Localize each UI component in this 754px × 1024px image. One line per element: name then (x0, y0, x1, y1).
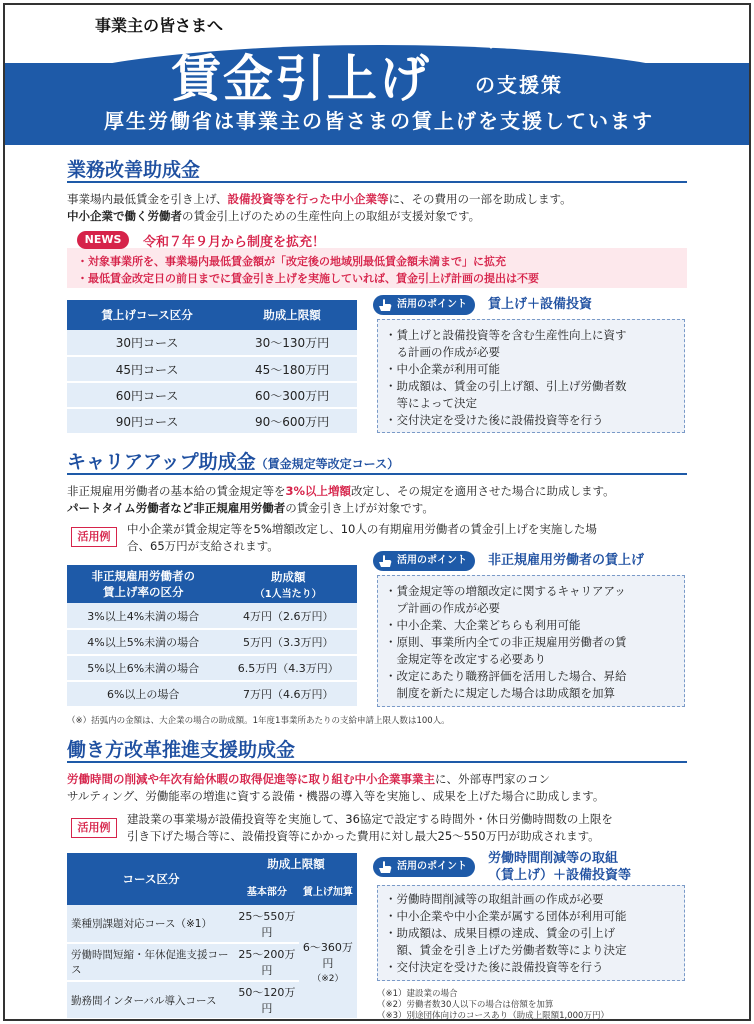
example-text: 引き下げた場合等に、設備投資等にかかった費用に対し最大25～550万円が助成されます。 (127, 829, 600, 843)
news-item: ・対象事業所を、事業場内最低賃金額が「改定後の地域別最低賃金額未満まで」に拡充 (77, 255, 506, 268)
example-text: 中小企業が賃金規定等を5%増額改定し、10人の有期雇用労働者の賃金引上げを実施した場 (127, 522, 597, 536)
point-item: 等によって決定 (385, 396, 477, 410)
gyomu-table (67, 300, 357, 435)
sec2-paragraph-1: 非正規雇用労働者の基本給の賃金規定等を3%以上増額改定し、その規定を適用させた場合に助成します。 (67, 484, 615, 498)
point-item: ・交付決定を受けた後に設備投資等を行う (385, 960, 604, 974)
example-text: 合、65万円が支給されます。 (127, 539, 279, 553)
flyer (3, 3, 751, 1021)
point-item: ・賃上げと設備投資等を含む生産性向上に資す (385, 328, 627, 342)
point-badge: 活用のポイント (373, 551, 475, 571)
career-table (67, 565, 357, 708)
sec2-paragraph-2: パートタイム労働者など非正規雇用労働者の賃金引き上げが対象です。 (67, 501, 434, 515)
table-header: 非正規雇用労働者の 賃上げ率の区分 (67, 565, 219, 603)
raise-cell: 6～360万円 （※2） (299, 905, 357, 1019)
hand-icon (377, 553, 393, 569)
point-item: る計画の作成が必要 (385, 345, 500, 359)
point-item: ・賃金規定等の増額改定に関するキャリアアッ (385, 584, 626, 598)
point-item: 額、賃金を引き上げた労働者数等により決定 (385, 943, 627, 957)
example-text: 建設業の事業場が設備投資等を実施して、36協定で設定する時間外・休日労働時間数の上限を (127, 812, 613, 826)
table-row: 5%以上6%未満の場合 6.5万円（4.3万円） (67, 655, 357, 681)
section-title-hatarakikata: 働き方改革推進支援助成金 (67, 739, 296, 761)
section-title-gyomu: 業務改善助成金 (67, 159, 201, 181)
table-row: 45円コース 45～180万円 (67, 356, 357, 382)
audience-label: 事業主の皆さまへ (95, 16, 224, 35)
table-header: 助成上限額 (235, 853, 357, 875)
sec1-paragraph-1: 事業場内最低賃金を引き上げ、設備投資等を行った中小企業等に、その費用の一部を助成します。 (67, 192, 572, 206)
point-badge: 活用のポイント (373, 295, 475, 315)
table-row: 業種別課題対応コース（※1） 25～550万円 6～360万円 （※2） (67, 905, 357, 943)
footnote: （※1）建設業の場合 (377, 989, 458, 999)
section-divider (67, 761, 687, 763)
sparkle-icon (483, 35, 503, 57)
table-row: 労働時間短縮・年休促進支援コース 25～200万円 (67, 943, 357, 981)
point-item: ・原則、事業所内全ての非正規雇用労働者の賃 (385, 635, 627, 649)
sec3-paragraph-2: サルティング、労働能率の増進に資する設備・機器の導入等を実施し、成果を上げた場合に助成します。 (67, 789, 605, 803)
header-tagline: 厚生労働省は事業主の皆さまの賃上げを支援しています (104, 109, 654, 133)
point-item: 金規定等を改定する必要あり (385, 652, 546, 666)
table-header: 賃上げ加算 (299, 875, 357, 905)
main-title: 賃金引上げ (171, 50, 431, 108)
point-item: ・助成額は、成果目標の達成、賃金の引上げ (385, 926, 615, 940)
point-item: ・助成額は、賃金の引上げ額、引上げ労働者数 (385, 379, 627, 393)
table-header: 助成上限額 (227, 300, 357, 330)
table-header: 賃上げコース区分 (67, 300, 227, 330)
hatarakikata-table (67, 853, 357, 1020)
table-row: 60円コース 60～300万円 (67, 382, 357, 408)
table-row: 勤務間インターバル導入コース 50～120万円 (67, 981, 357, 1019)
section-divider (67, 181, 687, 183)
point-title: （賃上げ）＋設備投資等 (488, 868, 632, 883)
table-header: 基本部分 (235, 875, 299, 905)
example-tag: 活用例 (71, 527, 117, 547)
main-title-suffix: の支援策 (475, 73, 563, 97)
point-item: プ計画の作成が必要 (385, 601, 500, 615)
point-item: ・中小企業が利用可能 (385, 362, 500, 376)
point-item: ・交付決定を受けた後に設備投資等を行う (385, 413, 604, 427)
footnote: （※3）別途団体向けのコースあり（助成上限額1,000万円） (377, 1011, 609, 1021)
sec3-paragraph-1: 労働時間の削減や年次有給休暇の取得促進等に取り組む中小企業事業主に、外部専門家のコン (67, 772, 550, 786)
sec1-paragraph-2: 中小企業で働く労働者の賃金引上げのための生産性向上の取組が支援対象です。 (67, 209, 481, 223)
table-row: 30円コース 30～130万円 (67, 330, 357, 356)
section-divider (67, 473, 687, 475)
table-header: 助成額 （1人当たり） (219, 565, 357, 603)
news-headline: 令和７年９月から制度を拡充！ (143, 235, 326, 250)
table-header: コース区分 (67, 853, 235, 905)
point-item: ・労働時間削減等の取組計画の作成が必要 (385, 892, 604, 906)
table-row: 90円コース 90～600万円 (67, 408, 357, 434)
point-title: 賃上げ＋設備投資 (488, 297, 593, 312)
hand-icon (377, 859, 393, 875)
point-item: 制度を新たに規定した場合は助成額を加算 (385, 686, 615, 700)
point-item: ・中小企業、大企業どちらも利用可能 (385, 618, 581, 632)
news-badge: NEWS (77, 231, 129, 249)
news-item: ・最低賃金改定日の前日までに賃金引き上げを実施していれば、賃金引上げ計画の提出は不要 (77, 272, 539, 285)
point-item: ・改定にあたり職務評価を活用した場合、昇給 (385, 669, 627, 683)
table-row: 3%以上4%未満の場合 4万円（2.6万円） (67, 603, 357, 629)
footnote: （※2）労働者数30人以下の場合は倍額を加算 (377, 1000, 554, 1010)
table-row: 6%以上の場合 7万円（4.6万円） (67, 681, 357, 707)
point-title: 労働時間削減等の取組 (488, 851, 619, 866)
career-note: （※）括弧内の金額は、大企業の場合の助成額。1年度1事業所あたりの支給申請上限人数は100人。 (67, 716, 450, 726)
table-row: 4%以上5%未満の場合 5万円（3.3万円） (67, 629, 357, 655)
hand-icon (377, 297, 393, 313)
point-item: ・中小企業や中小企業が属する団体が利用可能 (385, 909, 627, 923)
point-title: 非正規雇用労働者の賃上げ (488, 553, 645, 568)
point-badge: 活用のポイント (373, 857, 475, 877)
section-title-career: キャリアアップ助成金（賃金規定等改定コース） (67, 451, 400, 473)
example-tag: 活用例 (71, 818, 117, 838)
